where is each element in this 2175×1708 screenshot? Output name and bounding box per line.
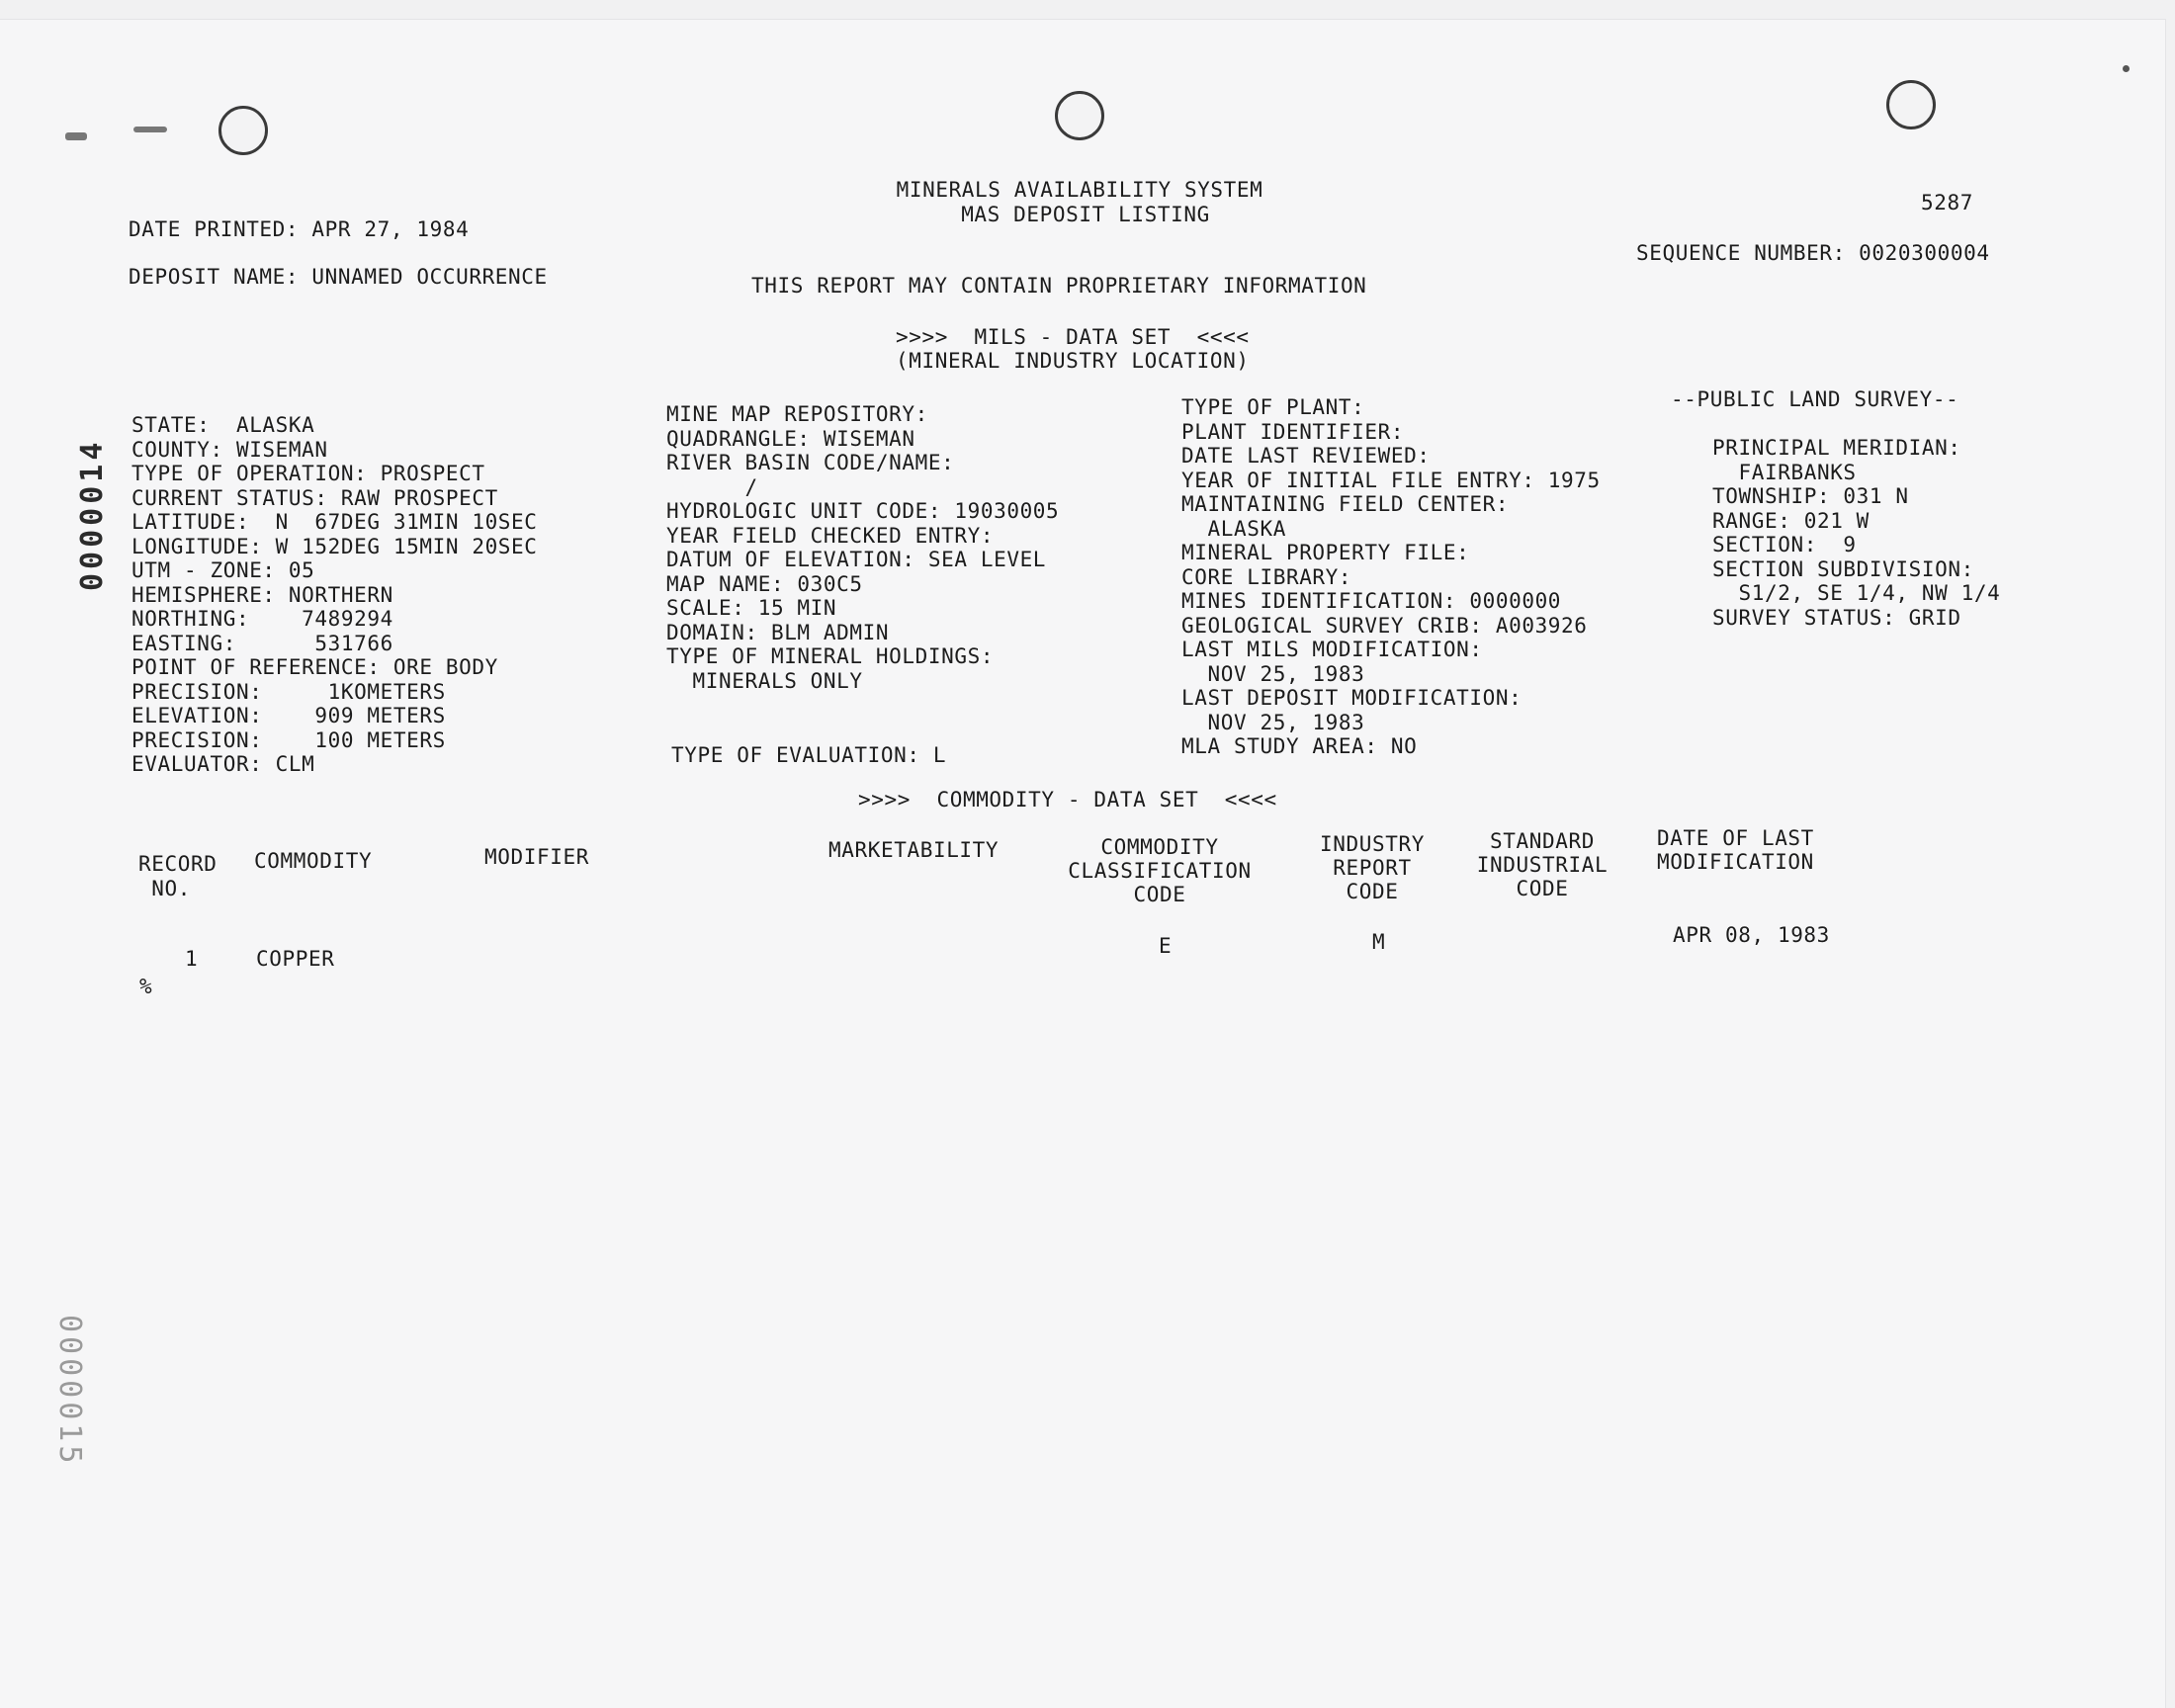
listing-title: MAS DEPOSIT LISTING	[961, 203, 1210, 226]
sequence-number: SEQUENCE NUMBER: 0020300004	[1636, 241, 1990, 265]
col-header-commodity: COMMODITY	[254, 849, 373, 873]
commodity-section-title: >>>> COMMODITY - DATA SET <<<<	[858, 788, 1277, 811]
system-title: MINERALS AVAILABILITY SYSTEM	[896, 178, 1263, 202]
field-type-of-evaluation: TYPE OF EVALUATION: L	[671, 743, 947, 767]
deposit-name: DEPOSIT NAME: UNNAMED OCCURRENCE	[129, 265, 548, 289]
field-quadrangle: QUADRANGLE: WISEMAN	[666, 426, 915, 451]
field-field-center-value: ALASKA	[1181, 516, 1286, 541]
field-elevation: ELEVATION: 909 METERS	[131, 704, 446, 727]
field-domain: DOMAIN: BLM ADMIN	[666, 620, 890, 644]
proprietary-notice: THIS REPORT MAY CONTAIN PROPRIETARY INFORMATION	[751, 274, 1367, 298]
page-stamp-top: 0000014	[75, 438, 110, 591]
field-longitude: LONGITUDE: W 152DEG 15MIN 20SEC	[131, 534, 538, 558]
field-last-deposit-modification: LAST DEPOSIT MODIFICATION:	[1181, 686, 1522, 710]
col-header-modifier: MODIFIER	[484, 845, 589, 869]
date-printed: DATE PRINTED: APR 27, 1984	[129, 217, 470, 241]
field-mine-map-repository: MINE MAP REPOSITORY:	[666, 402, 928, 426]
field-evaluator: EVALUATOR: CLM	[131, 752, 315, 776]
binder-hole-right	[1886, 80, 1936, 129]
field-river-basin-value: /	[666, 474, 758, 499]
field-elevation-precision: PRECISION: 100 METERS	[131, 727, 446, 752]
field-maintaining-field-center: MAINTAINING FIELD CENTER:	[1181, 492, 1510, 516]
row-record-no: 1	[185, 947, 199, 971]
col-header-classification: COMMODITY CLASSIFICATION CODE	[1068, 835, 1252, 906]
row-date-last-mod: APR 08, 1983	[1673, 923, 1830, 947]
field-state: STATE: ALASKA	[131, 413, 315, 437]
field-point-of-reference: POINT OF REFERENCE: ORE BODY	[131, 655, 498, 679]
field-range: RANGE: 021 W	[1712, 508, 1870, 533]
field-section: SECTION: 9	[1712, 533, 1857, 556]
binder-hole-left	[218, 106, 268, 155]
field-county: COUNTY: WISEMAN	[131, 437, 328, 462]
field-last-mils-modification: LAST MILS MODIFICATION:	[1181, 638, 1483, 661]
public-land-survey	[1712, 436, 2000, 630]
row-classification-code: E	[1159, 934, 1173, 958]
field-type-of-mineral-holdings: TYPE OF MINERAL HOLDINGS:	[666, 644, 995, 668]
field-mineral-property-file: MINERAL PROPERTY FILE:	[1181, 541, 1470, 564]
field-map-name: MAP NAME: 030C5	[666, 571, 863, 596]
field-current-status: CURRENT STATUS: RAW PROSPECT	[131, 485, 498, 510]
field-hydrologic-unit-code: HYDROLOGIC UNIT CODE: 19030005	[666, 499, 1060, 523]
field-mines-identification: MINES IDENTIFICATION: 0000000	[1181, 589, 1562, 613]
field-mineral-holdings-value: MINERALS ONLY	[666, 668, 863, 693]
field-last-mils-modification-value: NOV 25, 1983	[1181, 661, 1365, 686]
field-type-of-plant: TYPE OF PLANT:	[1181, 395, 1365, 419]
ink-speck	[133, 127, 167, 132]
col-header-record-no: RECORD NO.	[138, 852, 218, 900]
field-section-subdivision-value: S1/2, SE 1/4, NW 1/4	[1712, 581, 2001, 605]
field-latitude: LATITUDE: N 67DEG 31MIN 10SEC	[131, 510, 538, 534]
field-survey-status: SURVEY STATUS: GRID	[1712, 605, 1961, 630]
field-mla-study-area: MLA STUDY AREA: NO	[1181, 734, 1418, 758]
public-land-survey-title: --PUBLIC LAND SURVEY--	[1671, 387, 1959, 411]
ink-speck	[2123, 65, 2130, 72]
field-township: TOWNSHIP: 031 N	[1712, 484, 1909, 508]
row-industry-report-code: M	[1372, 930, 1386, 954]
row-unit: %	[139, 975, 153, 998]
page-number: 5287	[1921, 191, 1973, 214]
field-type-of-operation: TYPE OF OPERATION: PROSPECT	[131, 462, 485, 485]
field-principal-meridian: PRINCIPAL MERIDIAN:	[1712, 436, 1961, 460]
row-commodity: COPPER	[256, 947, 335, 971]
field-hemisphere: HEMISPHERE: NORTHERN	[131, 582, 393, 607]
ink-speck	[65, 132, 87, 140]
field-easting: EASTING: 531766	[131, 631, 393, 655]
field-scale: SCALE: 15 MIN	[666, 596, 837, 620]
field-core-library: CORE LIBRARY:	[1181, 564, 1352, 589]
mils-section-subtitle: (MINERAL INDUSTRY LOCATION)	[896, 349, 1250, 373]
field-year-field-checked: YEAR FIELD CHECKED ENTRY:	[666, 523, 995, 548]
location-column	[131, 413, 538, 777]
map-column	[666, 402, 1059, 693]
field-last-deposit-modification-value: NOV 25, 1983	[1181, 710, 1365, 734]
field-datum-of-elevation: DATUM OF ELEVATION: SEA LEVEL	[666, 548, 1047, 571]
mils-section-title: >>>> MILS - DATA SET <<<<	[896, 325, 1250, 349]
field-geological-survey-crib: GEOLOGICAL SURVEY CRIB: A003926	[1181, 613, 1588, 638]
field-northing: NORTHING: 7489294	[131, 607, 393, 631]
field-precision: PRECISION: 1KOMETERS	[131, 679, 446, 704]
col-header-sic: STANDARD INDUSTRIAL CODE	[1476, 829, 1609, 900]
field-utm-zone: UTM - ZONE: 05	[131, 558, 315, 582]
field-section-subdivision: SECTION SUBDIVISION:	[1712, 556, 1974, 581]
binder-hole-center	[1055, 91, 1104, 140]
col-header-date-last-mod: DATE OF LAST MODIFICATION	[1657, 826, 1814, 874]
field-date-last-reviewed: DATE LAST REVIEWED:	[1181, 444, 1431, 468]
page-stamp-bottom: 0000015	[52, 1315, 87, 1468]
field-year-initial-entry: YEAR OF INITIAL FILE ENTRY: 1975	[1181, 468, 1601, 492]
col-header-marketability: MARKETABILITY	[828, 838, 1000, 862]
field-river-basin: RIVER BASIN CODE/NAME:	[666, 451, 955, 474]
col-header-industry-report: INDUSTRY REPORT CODE	[1320, 832, 1425, 903]
field-principal-meridian-value: FAIRBANKS	[1712, 460, 1857, 484]
field-plant-identifier: PLANT IDENTIFIER:	[1181, 419, 1405, 444]
plant-column	[1181, 395, 1601, 759]
